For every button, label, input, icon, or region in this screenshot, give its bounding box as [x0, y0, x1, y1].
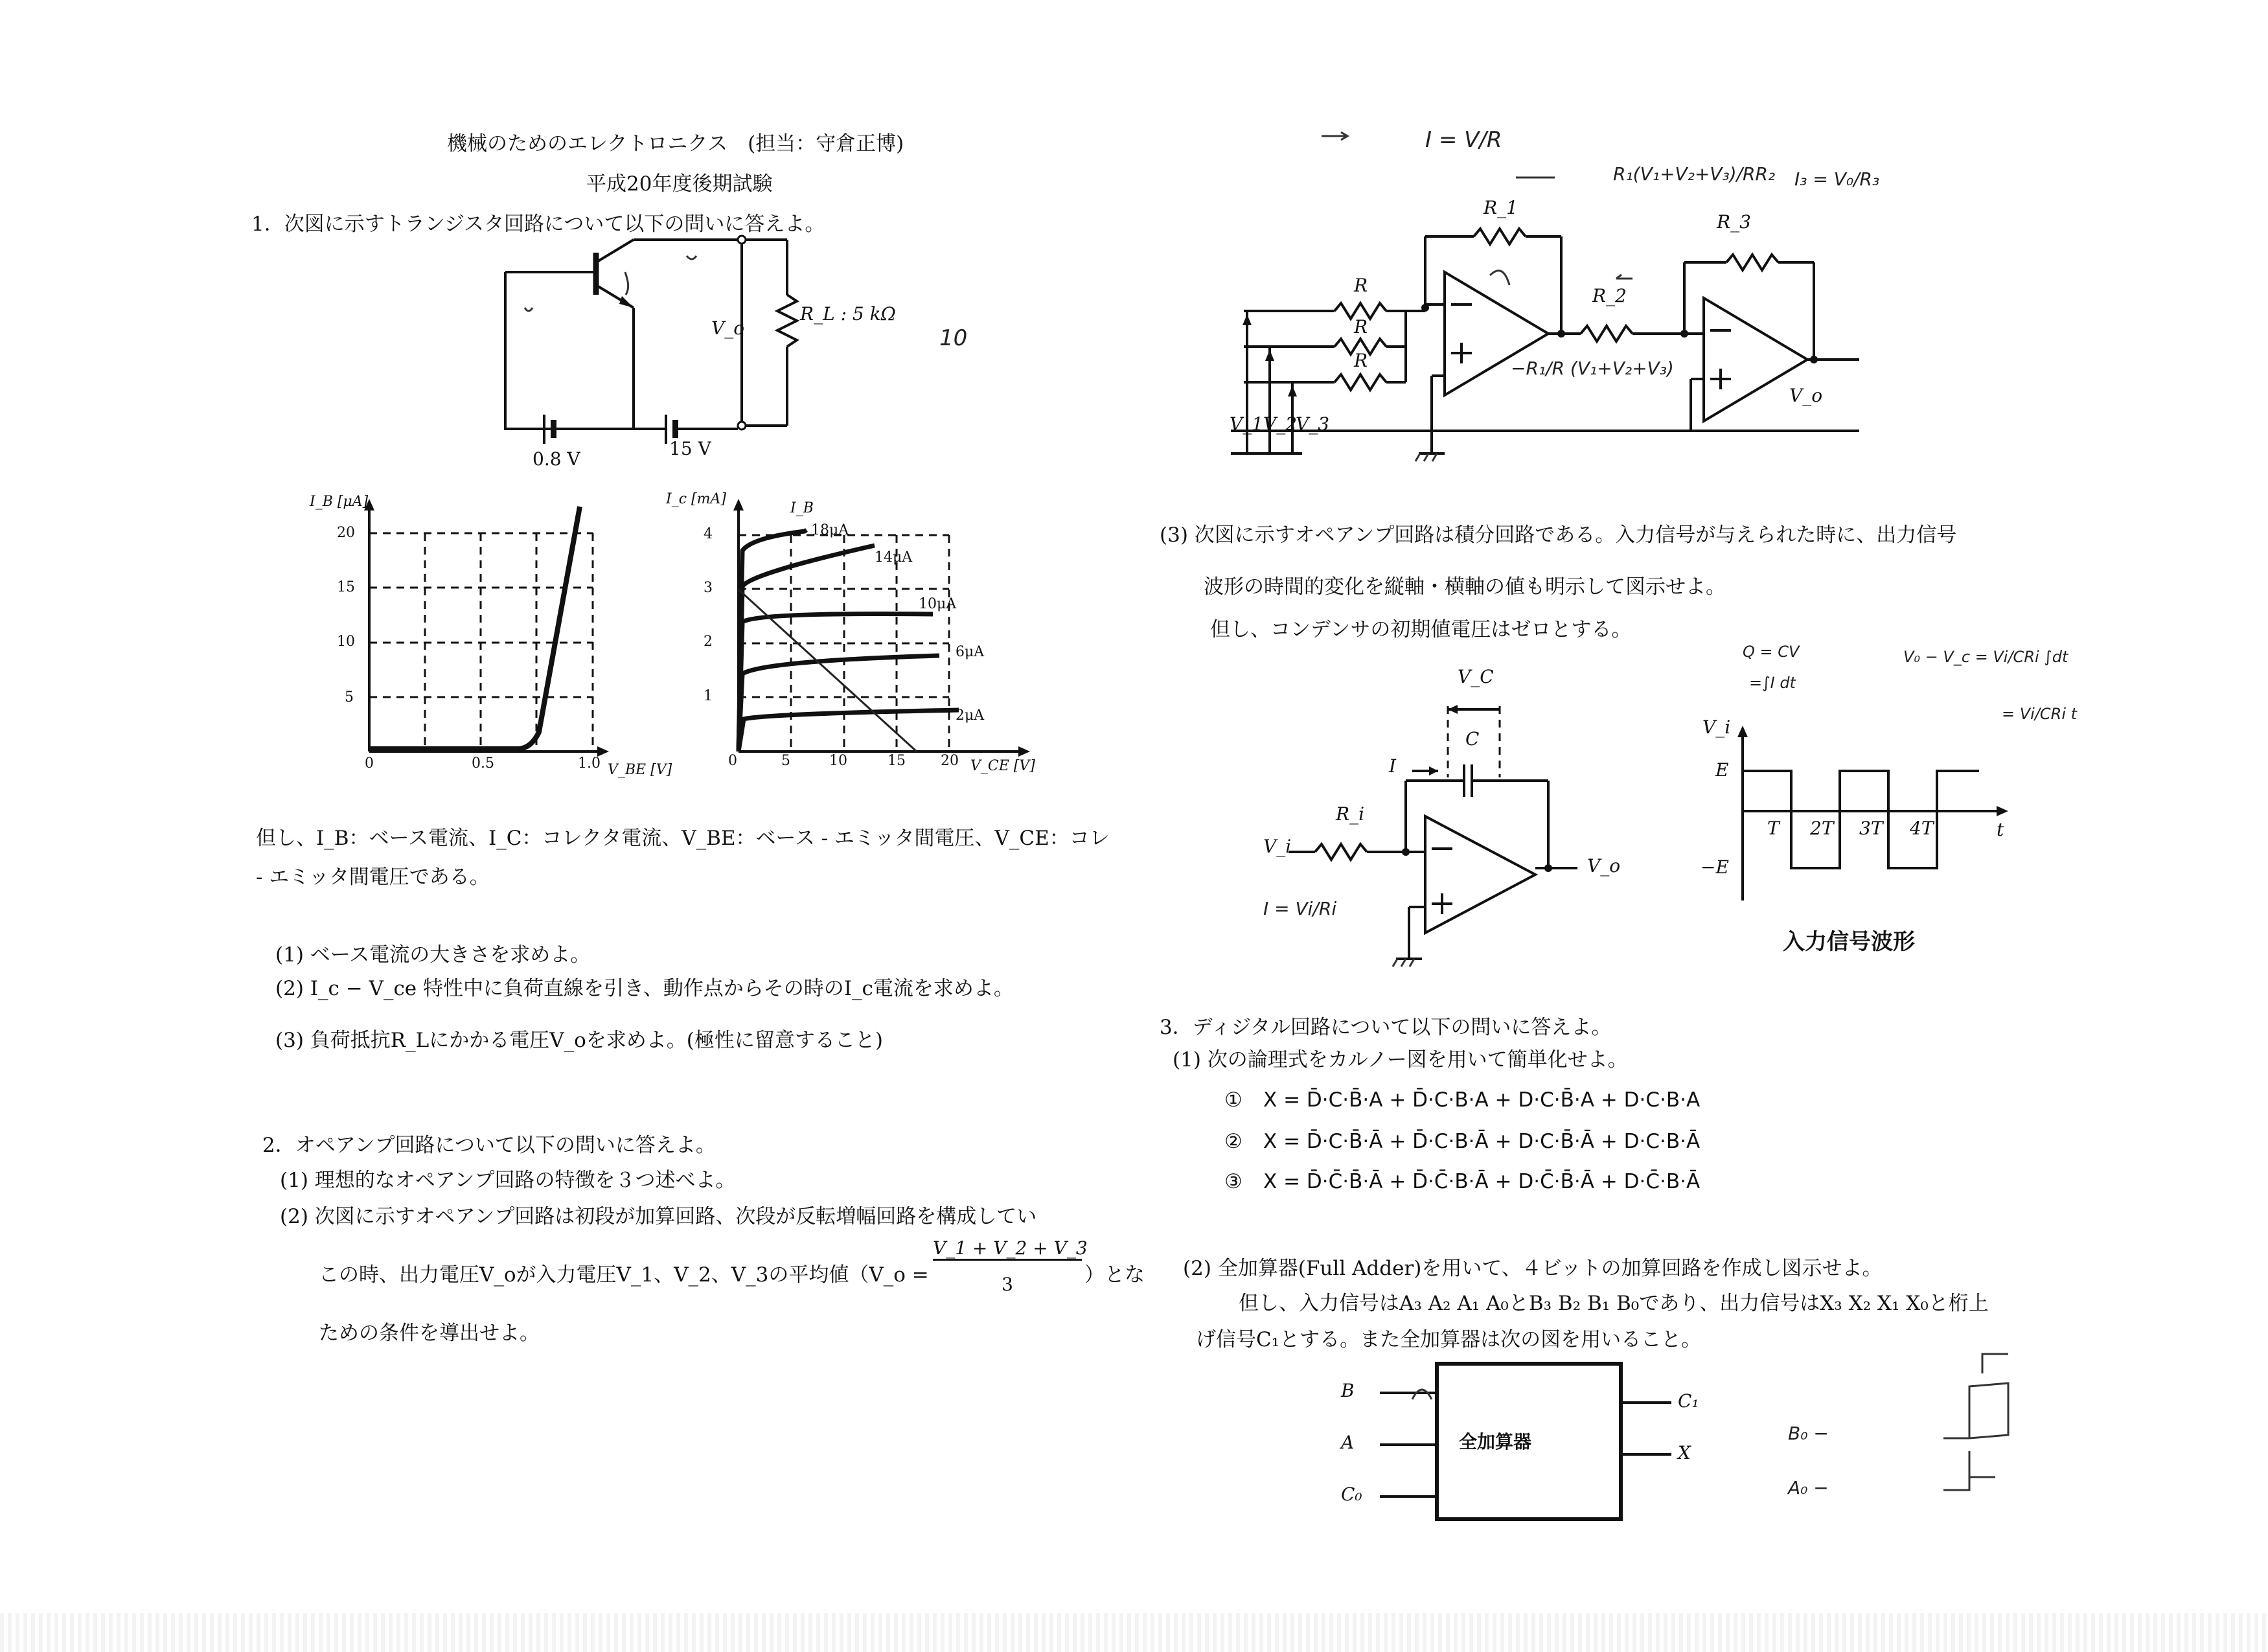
input-waveform: [1684, 719, 2047, 913]
curve-label-14uA: 14μA: [875, 549, 913, 566]
ib-vbe-curve: [369, 507, 580, 749]
int-vi-label: V_i: [1263, 836, 1292, 857]
handwriting-v-eq2: = Vi/CRi t: [2002, 705, 2078, 723]
sum-v2-label: V_2: [1263, 413, 1298, 435]
curve-2uA: [739, 710, 959, 751]
q2-line3: ための条件を導出せよ。: [319, 1322, 540, 1345]
graph2-curve-title: I_B: [790, 500, 814, 516]
graph2-xtick-20: 20: [941, 753, 959, 769]
q2-item-3-line3: 但し、コンデンサの初期値電圧はゼロとする。: [1210, 618, 1632, 641]
ib-vbe-graph: [304, 492, 667, 790]
graph1-ytick-20: 20: [337, 525, 355, 541]
vbe-battery-label: 0.8 V: [533, 448, 580, 470]
handwritten-score: 10: [939, 325, 968, 351]
handwriting-i-equals-r: I = V/R: [1425, 127, 1502, 153]
q1-note-line1: 但し、I_B：ベース電流、I_C：コレクタ電流、V_BE：ベース - エミッタ間電圧、V_CE：コレ: [256, 827, 1110, 850]
int-vo-label: V_o: [1587, 855, 1621, 877]
graph2-ytick-3: 3: [704, 580, 713, 596]
waveform-xlabel: t: [1997, 819, 2004, 840]
handwriting-scribble: [1918, 1348, 2086, 1516]
curve-14uA: [739, 545, 875, 751]
sum-r2-label: R_2: [1592, 285, 1627, 306]
curve-label-10uA: 10μA: [919, 596, 957, 612]
graph1-ytick-15: 15: [337, 579, 355, 595]
graph2-xtick-10: 10: [829, 753, 847, 769]
q1-note-line2: - エミッタ間電圧である。: [256, 866, 490, 889]
ic-vce-curves: [739, 530, 959, 751]
graph2-xtick-15: 15: [888, 753, 906, 769]
int-vc-label: V_C: [1458, 666, 1494, 687]
full-adder-input-a: A: [1341, 1432, 1355, 1453]
graph2-ytick-4: 4: [704, 526, 713, 542]
graph1-xtick-0.5: 0.5: [472, 755, 494, 772]
q1-item-2: (2) I_c − V_ce 特性中に負荷直線を引き、動作点からその時のI_c電流を求めよ。: [275, 977, 1014, 1000]
graph1-xtick-1.0: 1.0: [578, 755, 601, 772]
q1-heading: 1．次図に示すトランジスタ回路について以下の問いに答えよ。: [251, 212, 825, 236]
equation-3-number: ③: [1224, 1170, 1243, 1193]
handwriting-i3-expression: I₃ = V₀/R₃: [1794, 168, 1880, 190]
curve-label-2uA: 2μA: [956, 707, 985, 724]
handwriting-sum-expression: −R₁/R (V₁+V₂+V₃): [1511, 358, 1674, 379]
q3-item-2-line2: 但し、入力信号はA₃ A₂ A₁ A₀とB₃ B₂ B₁ B₀であり、出力信号はX₃ X₂ X₁ X₀と桁上: [1239, 1292, 1989, 1315]
vce-battery-label: 15 V: [669, 438, 711, 459]
graph2-ytick-2: 2: [704, 634, 713, 650]
waveform-tick-t: T: [1767, 818, 1780, 839]
full-adder-input-c0: C₀: [1341, 1484, 1362, 1505]
graph1-xtick-0: 0: [365, 755, 374, 772]
q3-item-1: (1) 次の論理式をカルノー図を用いて簡単化せよ。: [1173, 1048, 1628, 1072]
curve-10uA: [739, 614, 933, 752]
sum-r3-label: R_3: [1717, 211, 1751, 233]
graph2-xtick-5: 5: [781, 753, 790, 769]
handwriting-b0: B₀ −: [1788, 1423, 1829, 1444]
full-adder-output-c1: C₁: [1678, 1390, 1699, 1412]
q3-item-2-line1: (2) 全加算器(Full Adder)を用いて、４ビットの加算回路を作成し図示せよ。: [1183, 1257, 1883, 1280]
handwriting-r1-expression: R₁(V₁+V₂+V₃)/RR₂: [1613, 163, 1776, 185]
q2-heading: 2．オペアンプ回路について以下の問いに答えよ。: [262, 1134, 716, 1157]
graph2-ylabel: I_c [mA]: [666, 491, 726, 507]
waveform-level-minus-e: −E: [1701, 856, 1729, 878]
handwriting-v-eq: V₀ − V_c = Vi/CRi ∫dt: [1903, 648, 2068, 666]
ic-vce-grid: [739, 535, 949, 751]
waveform-tick-2t: 2T: [1810, 818, 1834, 839]
integrator-circuit: [1263, 687, 1626, 972]
ic-vce-graph: [700, 492, 1062, 790]
q3-item-2-line3: げ信号C₁とする。また全加算器は次の図を用いること。: [1196, 1328, 1702, 1351]
equation-1-number: ①: [1224, 1088, 1243, 1112]
graph1-ylabel: I_B [μA]: [310, 494, 369, 510]
q3-heading: 3．ディジタル回路について以下の問いに答えよ。: [1160, 1016, 1612, 1039]
int-ri-label: R_i: [1336, 803, 1365, 825]
waveform-tick-3t: 3T: [1859, 818, 1883, 839]
scan-noise-band: [0, 1613, 2268, 1652]
sum-v1-label: V_1: [1230, 413, 1264, 435]
q2-item-1: (1) 理想的なオペアンプ回路の特徴を３つ述べよ。: [280, 1169, 736, 1192]
sum-r1-label: R_1: [1483, 197, 1518, 218]
graph1-ytick-5: 5: [345, 689, 354, 706]
sum-vo-label: V_o: [1789, 385, 1823, 406]
equation-2-number: ②: [1224, 1130, 1243, 1153]
graph1-ytick-10: 10: [337, 634, 355, 650]
rl-label: R_L : 5 kΩ: [800, 303, 896, 325]
equation-1: X = D̄·C·B̄·A + D̄·C·B·A + D·C·B̄·A + D·C·B·A: [1263, 1088, 1701, 1112]
equation-3: X = D̄·C̄·B̄·Ā + D̄·C̄·B·Ā + D·C̄·B̄·Ā + D·C̄·B·Ā: [1263, 1170, 1701, 1193]
graph2-ytick-1: 1: [704, 688, 713, 704]
full-adder-input-b: B: [1341, 1380, 1355, 1401]
waveform-ylabel: V_i: [1702, 717, 1731, 738]
int-i-label: I: [1389, 755, 1397, 777]
average-formula-denominator: 3: [1002, 1274, 1013, 1295]
q2-item-3-line1: (3) 次図に示すオペアンプ回路は積分回路である。入力信号が与えられた時に、出力信号: [1160, 523, 1957, 547]
waveform-tick-4t: 4T: [1910, 818, 1934, 839]
q1-item-1: (1) ベース電流の大きさを求めよ。: [275, 943, 591, 967]
handwriting-q-eq: Q = CV: [1743, 643, 1800, 661]
average-formula-numerator: V_1 + V_2 + V_3: [933, 1237, 1082, 1261]
curve-label-18uA: 18μA: [811, 522, 849, 538]
graph2-xtick-0: 0: [728, 753, 737, 769]
sum-r-label-3: R: [1354, 350, 1368, 371]
waveform-level-e: E: [1715, 759, 1729, 781]
q2-item-2: (2) 次図に示すオペアンプ回路は初段が加算回路、次段が反転増幅回路を構成してい: [280, 1205, 1037, 1228]
handwriting-q-eq2: =∫I dt: [1749, 674, 1796, 692]
int-c-label: C: [1465, 728, 1480, 750]
q1-item-3: (3) 負荷抵抗R_Lにかかる電圧V_oを求めよ。(極性に留意すること): [275, 1029, 883, 1052]
q2-item-3-line2: 波形の時間的変化を縦軸・横軸の値も明示して図示せよ。: [1204, 575, 1726, 599]
waveform-caption: 入力信号波形: [1783, 929, 1915, 955]
sum-v3-label: V_3: [1296, 413, 1330, 435]
exam-title: 機械のためのエレクトロニクス (担当：守倉正博): [447, 132, 904, 155]
sum-r-label-2: R: [1354, 316, 1368, 338]
full-adder-output-x: X: [1678, 1442, 1691, 1463]
sum-r-label-1: R: [1354, 275, 1368, 296]
q2-line2-tail: ）とな: [1084, 1263, 1145, 1287]
vo-label: V_o: [711, 317, 745, 339]
q2-line2: この時、出力電圧V_oが入力電圧V_1、V_2、V_3の平均値（V_o =: [319, 1263, 929, 1287]
graph1-xlabel: V_BE [V]: [608, 762, 672, 778]
exam-subtitle: 平成20年度後期試験: [586, 172, 773, 196]
ib-vbe-grid: [369, 533, 593, 751]
curve-label-6uA: 6μA: [956, 644, 985, 660]
equation-2: X = D̄·C·B̄·Ā + D̄·C·B·Ā + D·C·B̄·Ā + D·C·B·Ā: [1263, 1130, 1701, 1153]
full-adder-label: 全加算器: [1459, 1431, 1532, 1452]
transistor-circuit-diagram: [492, 236, 855, 450]
handwriting-int-i: I = Vi/Ri: [1263, 898, 1337, 919]
graph2-xlabel: V_CE [V]: [970, 758, 1035, 774]
curve-6uA: [739, 656, 939, 751]
handwriting-a0: A₀ −: [1788, 1477, 1829, 1498]
